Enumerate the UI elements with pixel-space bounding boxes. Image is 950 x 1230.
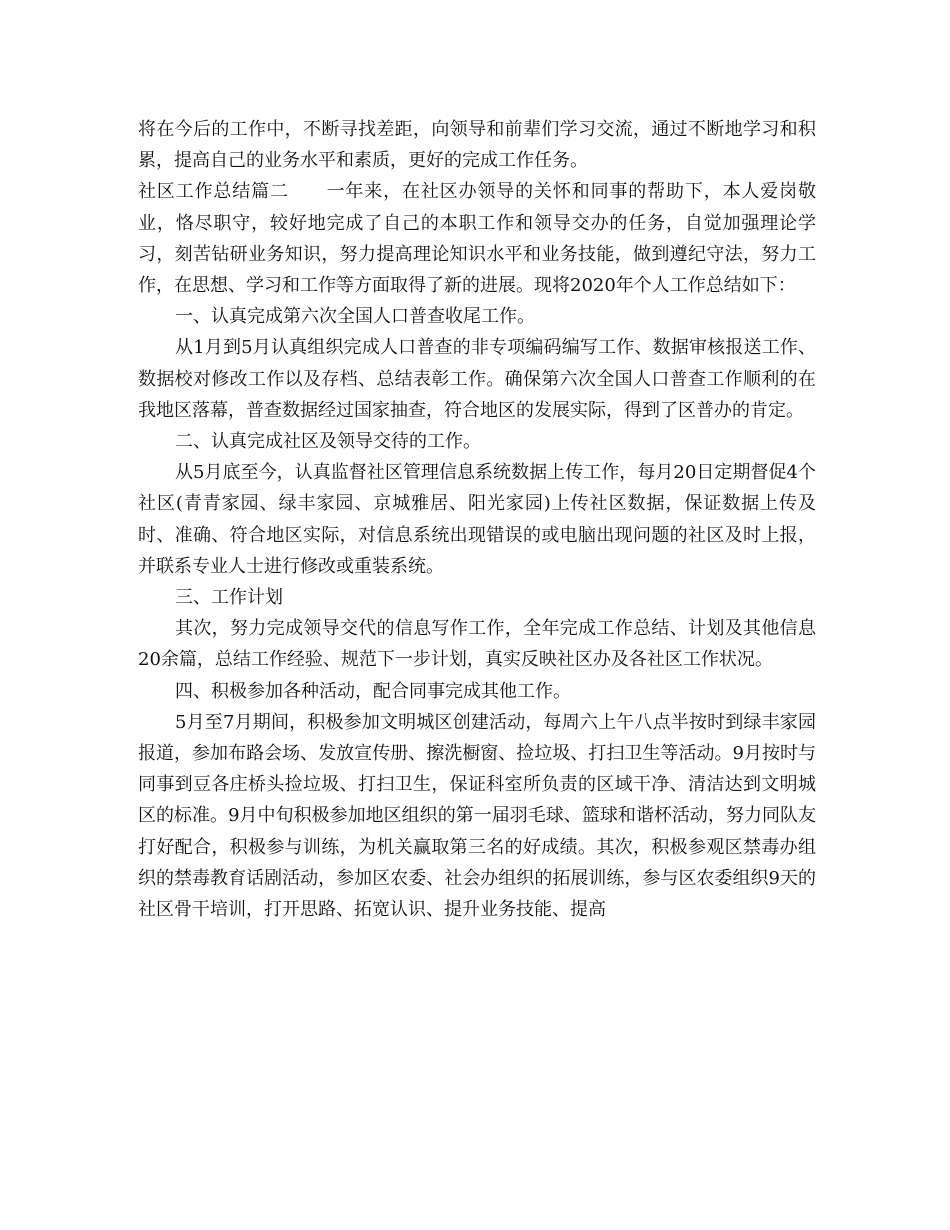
paragraph-census-details: 从1月到5月认真组织完成人口普查的非专项编码编写工作、数据审核报送工作、数据校对修改工作以及存档、总结表彰工作。确保第六次全国人口普查工作顺利的在我地区落幕，普查数据经过国家抽查，符合地区的发展实际，得到了区普办的肯定。 <box>138 337 816 421</box>
paragraph-continuation: 将在今后的工作中，不断寻找差距，向领导和前辈们学习交流，通过不断地学习和积累，提高自己的业务水平和素质，更好的完成工作任务。 <box>138 119 816 172</box>
document-body <box>138 114 816 925</box>
heading-community-work: 二、认真完成社区及领导交待的工作。 <box>175 431 481 453</box>
heading-work-plan: 三、工作计划 <box>175 587 283 609</box>
paragraph-work-plan-details: 其次，努力完成领导交代的信息写作工作，全年完成工作总结、计划及其他信息20余篇，总结工作经验、规范下一步计划，真实反映社区办及各社区工作状况。 <box>138 618 816 671</box>
paragraph-community-details: 从5月底至今，认真监督社区管理信息系统数据上传工作，每月20日定期督促4个社区(青青家园、绿丰家园、京城雅居、阳光家园)上传社区数据，保证数据上传及时、准确、符合地区实际，对信息系统出现错误的或电脑出现问题的社区及时上报，并联系专业人士进行修改或重装系统。 <box>138 462 816 577</box>
heading-activities: 四、积极参加各种活动，配合同事完成其他工作。 <box>175 680 571 702</box>
paragraph-section-two-intro: 社区工作总结篇二 一年来，在社区办领导的关怀和同事的帮助下，本人爱岗敬业，恪尽职守，较好地完成了自己的本职工作和领导交办的任务，自觉加强理论学习，刻苦钻研业务知识，努力提高理论知识水平和业务技能，做到遵纪守法，努力工作，在思想、学习和工作等方面取得了新的进展。现将2020年个人工作总结如下： <box>138 181 816 297</box>
paragraph-activities-details: 5月至7月期间，积极参加文明城区创建活动，每周六上午八点半按时到绿丰家园报道，参加布路会场、发放宣传册、擦洗橱窗、捡垃圾、打扫卫生等活动。9月按时与同事到豆各庄桥头捡垃圾、打扫卫生，保证科室所负责的区域干净、清洁达到文明城区的标准。9月中旬积极参加地区组织的第一届羽毛球、篮球和谐杯活动，努力同队友打好配合，积极参与训练，为机关赢取第三名的好成绩。其次，积极参观区禁毒办组织的禁毒教育话剧活动，参加区农委、社会办组织的拓展训练，参与区农委组织9天的社区骨干培训，打开思路、拓宽认识、提升业务技能、提高 <box>138 711 816 921</box>
heading-census-work: 一、认真完成第六次全国人口普查收尾工作。 <box>175 306 535 328</box>
